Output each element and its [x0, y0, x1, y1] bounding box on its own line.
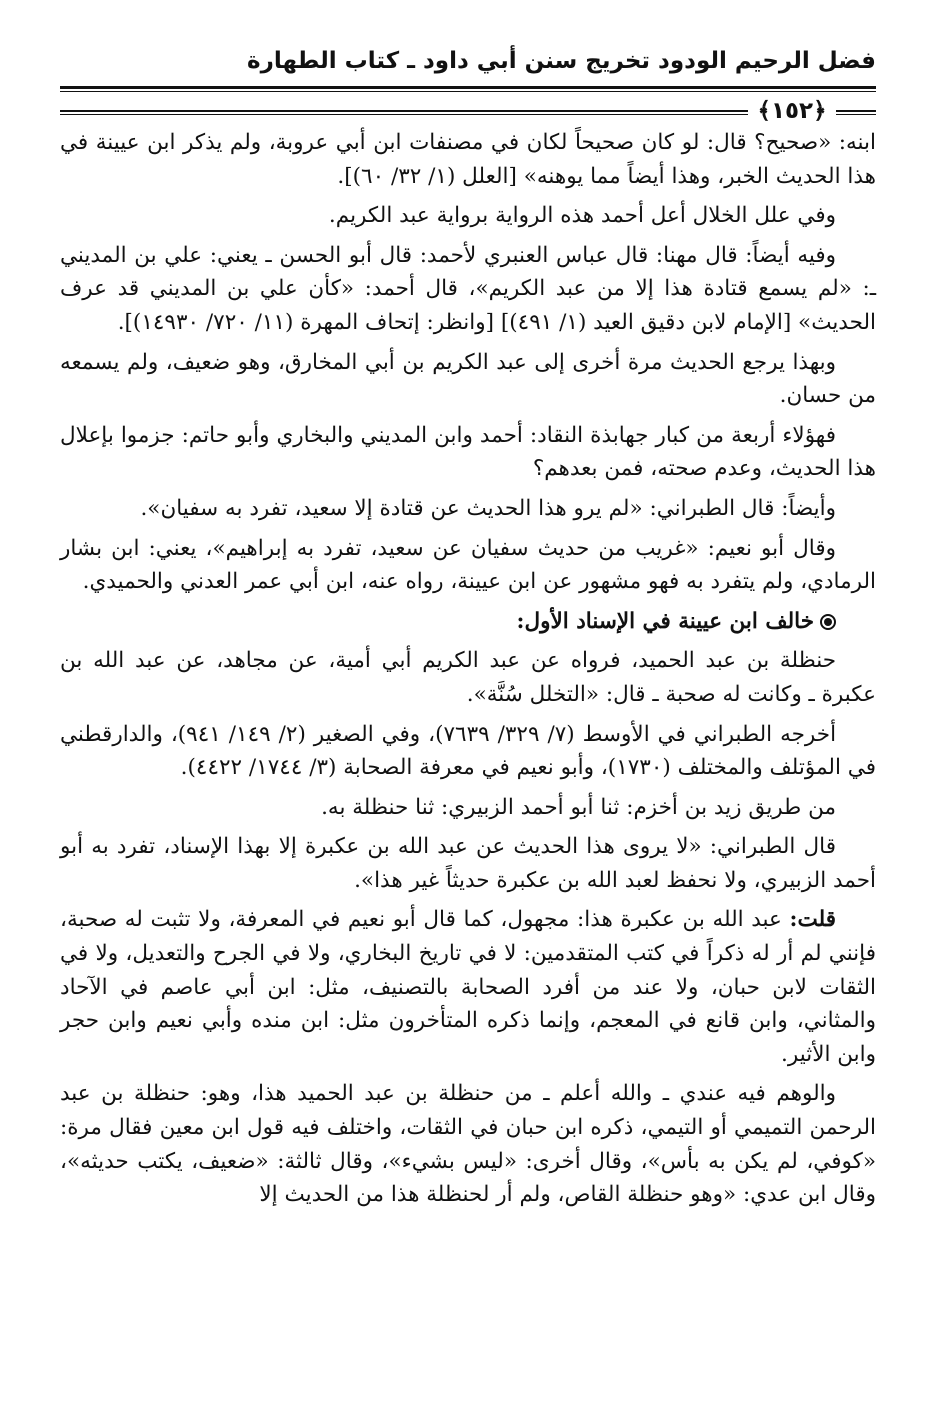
bullet-icon: [820, 614, 836, 630]
header-rule: [60, 86, 876, 92]
paragraph: أخرجه الطبراني في الأوسط (٧/ ٣٢٩/ ٧٦٣٩)، وفي الصغير (٢/ ١٤٩/ ٩٤١)، والدارقطني في المؤتلف والمختلف (١٧٣٠)، وأبو نعيم في معرفة الصحابة (٣/ ١٧٤٤/ ٤٤٢٢).: [60, 721, 876, 781]
qult-label: قلت:: [789, 907, 836, 933]
paragraph: حنظلة بن عبد الحميد، فرواه عن عبد الكريم أبي أمية، عن مجاهد، عن عبد الله بن عكبرة ـ وكانت له صحبة ـ قال: «التخلل سُنَّة».: [60, 648, 876, 707]
page-number-rule-right: [836, 110, 876, 115]
paragraph: فهؤلاء أربعة من كبار جهابذة النقاد: أحمد وابن المديني والبخاري وأبو حاتم: جزموا بإعلال هذا الحديث، وعدم صحته، فمن بعدهم؟: [60, 422, 876, 482]
paragraph-text: عبد الله بن عكبرة هذا: مجهول، كما قال أبو نعيم في المعرفة، ولا تثبت له صحبة، فإنني لم أر له ذكراً في كتب المتقدمين: لا في تاريخ البخاري، ولا في الجرح والتعديل، ولا في الثقات لابن حبان، ولا عند من أفرد الصحابة بالتصنيف، مثل: ابن أبي عاصم في الآحاد والمثاني، وابن قانع في المعجم، وإنما ذكره المتأخرون مثل: ابن منده وأبي نعيم وابن حجر وابن الأثير.: [60, 907, 876, 1067]
paragraph: وبهذا يرجع الحديث مرة أخرى إلى عبد الكريم بن أبي المخارق، وهو ضعيف، ولم يسمعه من حسان.: [60, 349, 876, 409]
running-title: فضل الرحيم الودود تخريج سنن أبي داود ـ كتاب الطهارة: [247, 48, 876, 74]
paragraph: من طريق زيد بن أخزم: ثنا أبو أحمد الزبيري: ثنا حنظلة به.: [321, 794, 836, 820]
page-number-rule-left: [60, 110, 748, 115]
paragraph: والوهم فيه عندي ـ والله أعلم ـ من حنظلة بن عبد الحميد هذا، وهو: حنظلة بن عبد الرحمن التميمي أو التيمي، ذكره ابن حبان في الثقات، واختلف فيه قول ابن معين فقال مرة: «كوفي، لم يكن به بأس»، وقال أخرى: «ليس بشيء»، وقال ثالثة: «ضعيف، يكتب حديثه»، وقال ابن عدي: «وهو حنظلة القاص، ولم أر لحنظلة هذا من الحديث إلا: [60, 1081, 876, 1208]
paragraph: قال الطبراني: «لا يروى هذا الحديث عن عبد الله بن عكبرة إلا بهذا الإسناد، تفرد به أبو أحمد الزبيري، ولا نحفظ لعبد الله بن عكبرة حديثاً غير هذا».: [60, 834, 876, 893]
paragraph: ابنه: «صحيح؟ قال: لو كان صحيحاً لكان في مصنفات ابن أبي عروبة، ولم يذكر ابن عيينة في هذا الحديث الخبر، وهذا أيضاً مما يوهنه» [العلل (١/ ٣٢/ ٦٠)].: [60, 130, 876, 189]
page-header: [60, 38, 876, 124]
paragraph: وقال أبو نعيم: «غريب من حديث سفيان عن سعيد، تفرد به إبراهيم»، يعني: ابن بشار الرمادي، ولم يتفرد به فهو مشهور عن ابن عيينة، رواه عنه، ابن أبي عمر العدني والحميدي.: [60, 535, 876, 595]
paragraph: وأيضاً: قال الطبراني: «لم يرو هذا الحديث عن قتادة إلا سعيد، تفرد به سفيان».: [140, 495, 836, 521]
section-heading: [60, 605, 876, 639]
section-heading-text: خالف ابن عيينة في الإسناد الأول:: [516, 608, 814, 634]
page-number: ﴿١٥٢﴾: [750, 96, 834, 126]
page-body: [60, 126, 876, 1218]
paragraph: [60, 903, 876, 1071]
paragraph: وفيه أيضاً: قال مهنا: قال عباس العنبري لأحمد: قال أبو الحسن ـ يعني: علي بن المديني ـ: «لم يسمع قتادة هذا إلا من عبد الكريم»، قال أحمد: «كأن علي بن المديني قد عرف الحديث» [الإمام لابن دقيق العيد (١/ ٤٩١)] [وانظر: إتحاف المهرة (١١/ ٧٢٠/ ١٤٩٣٠)].: [60, 242, 876, 335]
paragraph: وفي علل الخلال أعل أحمد هذه الرواية برواية عبد الكريم.: [328, 203, 836, 229]
page-number-bar: [60, 96, 876, 126]
